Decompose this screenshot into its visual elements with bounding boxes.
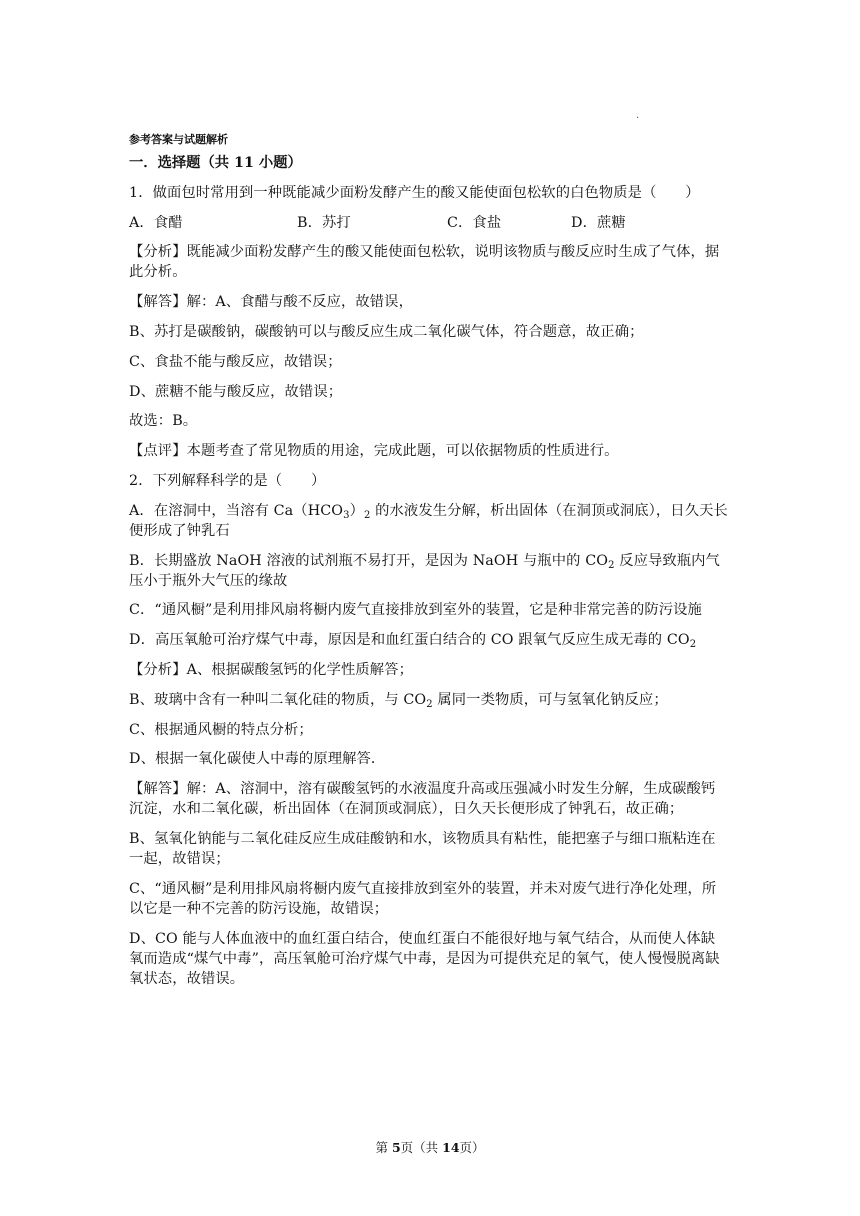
q1-answer-line: B、苏打是碳酸钠，碳酸钠可以与酸反应生成二氧化碳气体，符合题意，故正确； xyxy=(129,323,644,340)
q1-option-b: B．苏打 xyxy=(297,214,351,231)
q2-answer-b: B、氢氧化钠能与二氧化硅反应生成硅酸钠和水，该物质具有粘性，能把塞子与细口瓶粘连在一起，故错误； xyxy=(129,830,716,867)
q2-answer-a: 【解答】解：A、溶洞中，溶有碳酸氢钙的水液温度升高或压强减小时发生分解，生成碳酸钙沉淀，水和二氧化碳，析出固体（在洞顶或洞底），日久天长便形成了钟乳石，故正确； xyxy=(129,781,716,818)
total-pages: 14 xyxy=(442,1140,460,1155)
q2-analysis-d: D、根据一氧化碳使人中毒的原理解答． xyxy=(129,751,386,768)
q1-options xyxy=(129,213,729,233)
q2-answer-d: D、CO 能与人体血液中的血红蛋白结合，使血红蛋白不能很好地与氧气结合，从而使人体缺氧而造成“煤气中毒”，高压氧舱可治疗煤气中毒，是因为可提供充足的氧气，使人慢慢脱离缺氧状态，故错误。 xyxy=(129,930,720,987)
q1-stem: 1．做面包时常用到一种既能减少面粉发酵产生的酸又能使面包松软的白色物质是（ ） xyxy=(129,184,700,201)
header-dot: . xyxy=(636,110,640,121)
page-footer: 第 5页（共 14页） xyxy=(375,1140,485,1155)
q1-option-d: D．蔗糖 xyxy=(571,214,626,231)
q1-option-c: C．食盐 xyxy=(447,214,502,231)
q1-answer-line: 【解答】解：A、食醋与酸不反应，故错误， xyxy=(129,294,413,311)
q1-option-a: A．食醋 xyxy=(129,214,183,231)
q1-answer-line: D、蔗糖不能与酸反应，故错误； xyxy=(129,383,343,400)
reference-title: 参考答案与试题解析 xyxy=(129,133,228,146)
q1-analysis: 【分析】既能减少面粉发酵产生的酸又能使面包松软，说明该物质与酸反应时生成了气体，据此分析。 xyxy=(129,244,720,281)
page-number: 5 xyxy=(391,1140,401,1155)
q2-answer-c: C、“通风橱”是利用排风扇将橱内废气直接排放到室外的装置，并未对废气进行净化处理，所以它是一种不完善的防污设施，故错误； xyxy=(129,880,717,917)
page-content xyxy=(129,132,729,998)
q2-option-b: B．长期盛放 NaOH 溶液的试剂瓶不易打开，是因为 NaOH 与瓶中的 $CO_2$ 反应导致瓶内气压小于瓶外大气压的缘故 xyxy=(129,552,720,589)
q1-answer-line: C、食盐不能与酸反应，故错误； xyxy=(129,353,342,370)
q1-answer-line: 故选：B。 xyxy=(129,413,198,430)
q2-analysis-b: B、玻璃中含有一种叫二氧化硅的物质，与 $CO_2$ 属同一类物质，可与氢氧化钠反应； xyxy=(129,691,668,710)
q2-option-a: A．在溶洞中，当溶有 $Ca(HCO_3)_2$ 的水液发生分解，析出固体（在洞顶或洞底），日久天长便形成了钟乳石 xyxy=(129,502,728,539)
q2-option-d: D．高压氧舱可治疗煤气中毒，原因是和血红蛋白结合的 CO 跟氧气反应生成无毒的 $CO_2$ xyxy=(129,632,697,651)
q1-comment: 【点评】本题考查了常见物质的用途，完成此题，可以依据物质的性质进行。 xyxy=(129,443,619,460)
q2-option-c: C．“通风橱”是利用排风扇将橱内废气直接排放到室外的装置，它是种非常完善的防污设施 xyxy=(129,602,702,619)
q2-analysis-c: C、根据通风橱的特点分析； xyxy=(129,721,313,738)
q2-stem: 2．下列解释科学的是（ ） xyxy=(129,472,326,489)
q2-analysis-a: 【分析】A、根据碳酸氢钙的化学性质解答； xyxy=(129,661,413,678)
section-title: 一．选择题（共 11 小题） xyxy=(129,155,302,171)
